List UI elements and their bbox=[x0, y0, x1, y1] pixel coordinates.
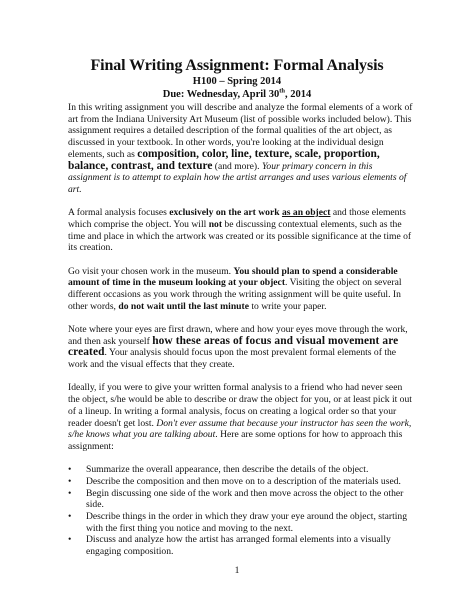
list-item-text: Describe the composition and then move on to a description of the materials used. bbox=[86, 475, 401, 487]
course-line: H100 – Spring 2014 bbox=[192, 76, 282, 87]
focus-text-2: and those elements which comprise the object. You will bbox=[68, 207, 406, 230]
design-elements-list: composition, color, line, texture, scale, proportion, balance, contrast, and texture bbox=[68, 147, 380, 172]
list-item-text: Begin discussing one side of the work and then move across the object to the other side. bbox=[86, 487, 404, 511]
intro-text: In this writing assignment you will describe and analyze the formal elements of a work of art from the Indiana University Art Museum (list of possible works included below). This assignment requires a detailed description of the formal qualities of the art object, as discussed in your textbook. In other words, you're looking at the individual design elements, such as bbox=[68, 102, 413, 160]
page-number: 1 bbox=[234, 565, 240, 576]
list-item bbox=[68, 488, 414, 511]
bullet-icon: • bbox=[68, 487, 72, 499]
paragraph-focus bbox=[68, 207, 414, 254]
due-date-line bbox=[0, 88, 474, 101]
approach-list bbox=[68, 464, 414, 558]
paragraph-ideal bbox=[68, 382, 414, 452]
due-date-superscript: th bbox=[279, 87, 286, 95]
visit-text-2: . Visiting the object on several different occasions as you work through the writing assignment will be quite useful. In other words, bbox=[68, 277, 402, 312]
list-item-text: Summarize the overall appearance, then describe the details of the object. bbox=[86, 464, 369, 476]
ideal-italic: Don't ever assume that because your instructor has seen the work, s/he knows what you are talking about bbox=[68, 417, 412, 441]
bullet-icon: • bbox=[68, 511, 72, 523]
paragraph-visit bbox=[68, 266, 414, 313]
bullet-icon: • bbox=[68, 475, 72, 487]
focus-text-3: be discussing contextual elements, such as the time and place in which the artwork was created or its possible significance at the time of its creation. bbox=[68, 218, 412, 254]
focus-text: A formal analysis focuses bbox=[68, 207, 170, 219]
eyes-text: Note where your eyes are first drawn, where and how your eyes move through the work, and then ask yourself bbox=[68, 324, 408, 347]
focus-underlined: as an object bbox=[281, 207, 331, 219]
visit-text-3: to write your paper. bbox=[248, 300, 327, 312]
document-header bbox=[0, 56, 474, 101]
ideal-text-2: . Here are some options for how to approach this assignment: bbox=[68, 429, 403, 452]
list-item bbox=[68, 534, 414, 557]
bullet-icon: • bbox=[68, 534, 72, 546]
eyes-text-2: . Your analysis should focus upon the most prevalent formal elements of the work and the visual effects that they create. bbox=[68, 347, 397, 371]
list-item-text: Describe things in the order in which they draw your eye around the object, starting with the first thing you notice and moving to the next. bbox=[86, 511, 408, 534]
list-item bbox=[68, 511, 414, 534]
eyes-bold: how these areas of focus and visual movement are created bbox=[68, 334, 399, 359]
focus-not: not bbox=[208, 218, 223, 230]
page-title: Final Writing Assignment: Formal Analysis bbox=[90, 57, 384, 74]
due-date-prefix: Due: Wednesday, April 30 bbox=[162, 89, 280, 100]
intro-text-2: (and more). bbox=[212, 160, 262, 172]
paragraph-intro bbox=[68, 102, 414, 196]
paragraph-eyes bbox=[68, 324, 414, 371]
due-date-suffix: , 2014 bbox=[285, 89, 312, 100]
primary-concern-text: Your primary concern in this assignment is to attempt to explain how the artist arranges and uses various elements of art. bbox=[68, 160, 407, 195]
list-item-text: Discuss and analyze how the artist has arranged formal elements into a visually engaging composition. bbox=[86, 534, 391, 558]
bullet-icon: • bbox=[68, 464, 72, 476]
list-item bbox=[68, 464, 414, 476]
visit-bold: You should plan to spend a considerable amount of time in the museum looking at your object bbox=[68, 265, 398, 289]
visit-text: Go visit your chosen work in the museum. bbox=[68, 265, 234, 277]
document-body bbox=[68, 102, 414, 558]
ideal-text: Ideally, if you were to give your written formal analysis to a friend who had never seen the object, s/he would be able to describe or draw the object for you, or at least pick it out of a lineup. In writing a formal analysis, focus on creating a logical order so that your reader doesn't get lost. bbox=[68, 382, 412, 429]
visit-deadline-bold: do not wait until the last minute bbox=[118, 300, 249, 312]
focus-bold: exclusively on the art work bbox=[169, 207, 282, 219]
list-item bbox=[68, 476, 414, 488]
